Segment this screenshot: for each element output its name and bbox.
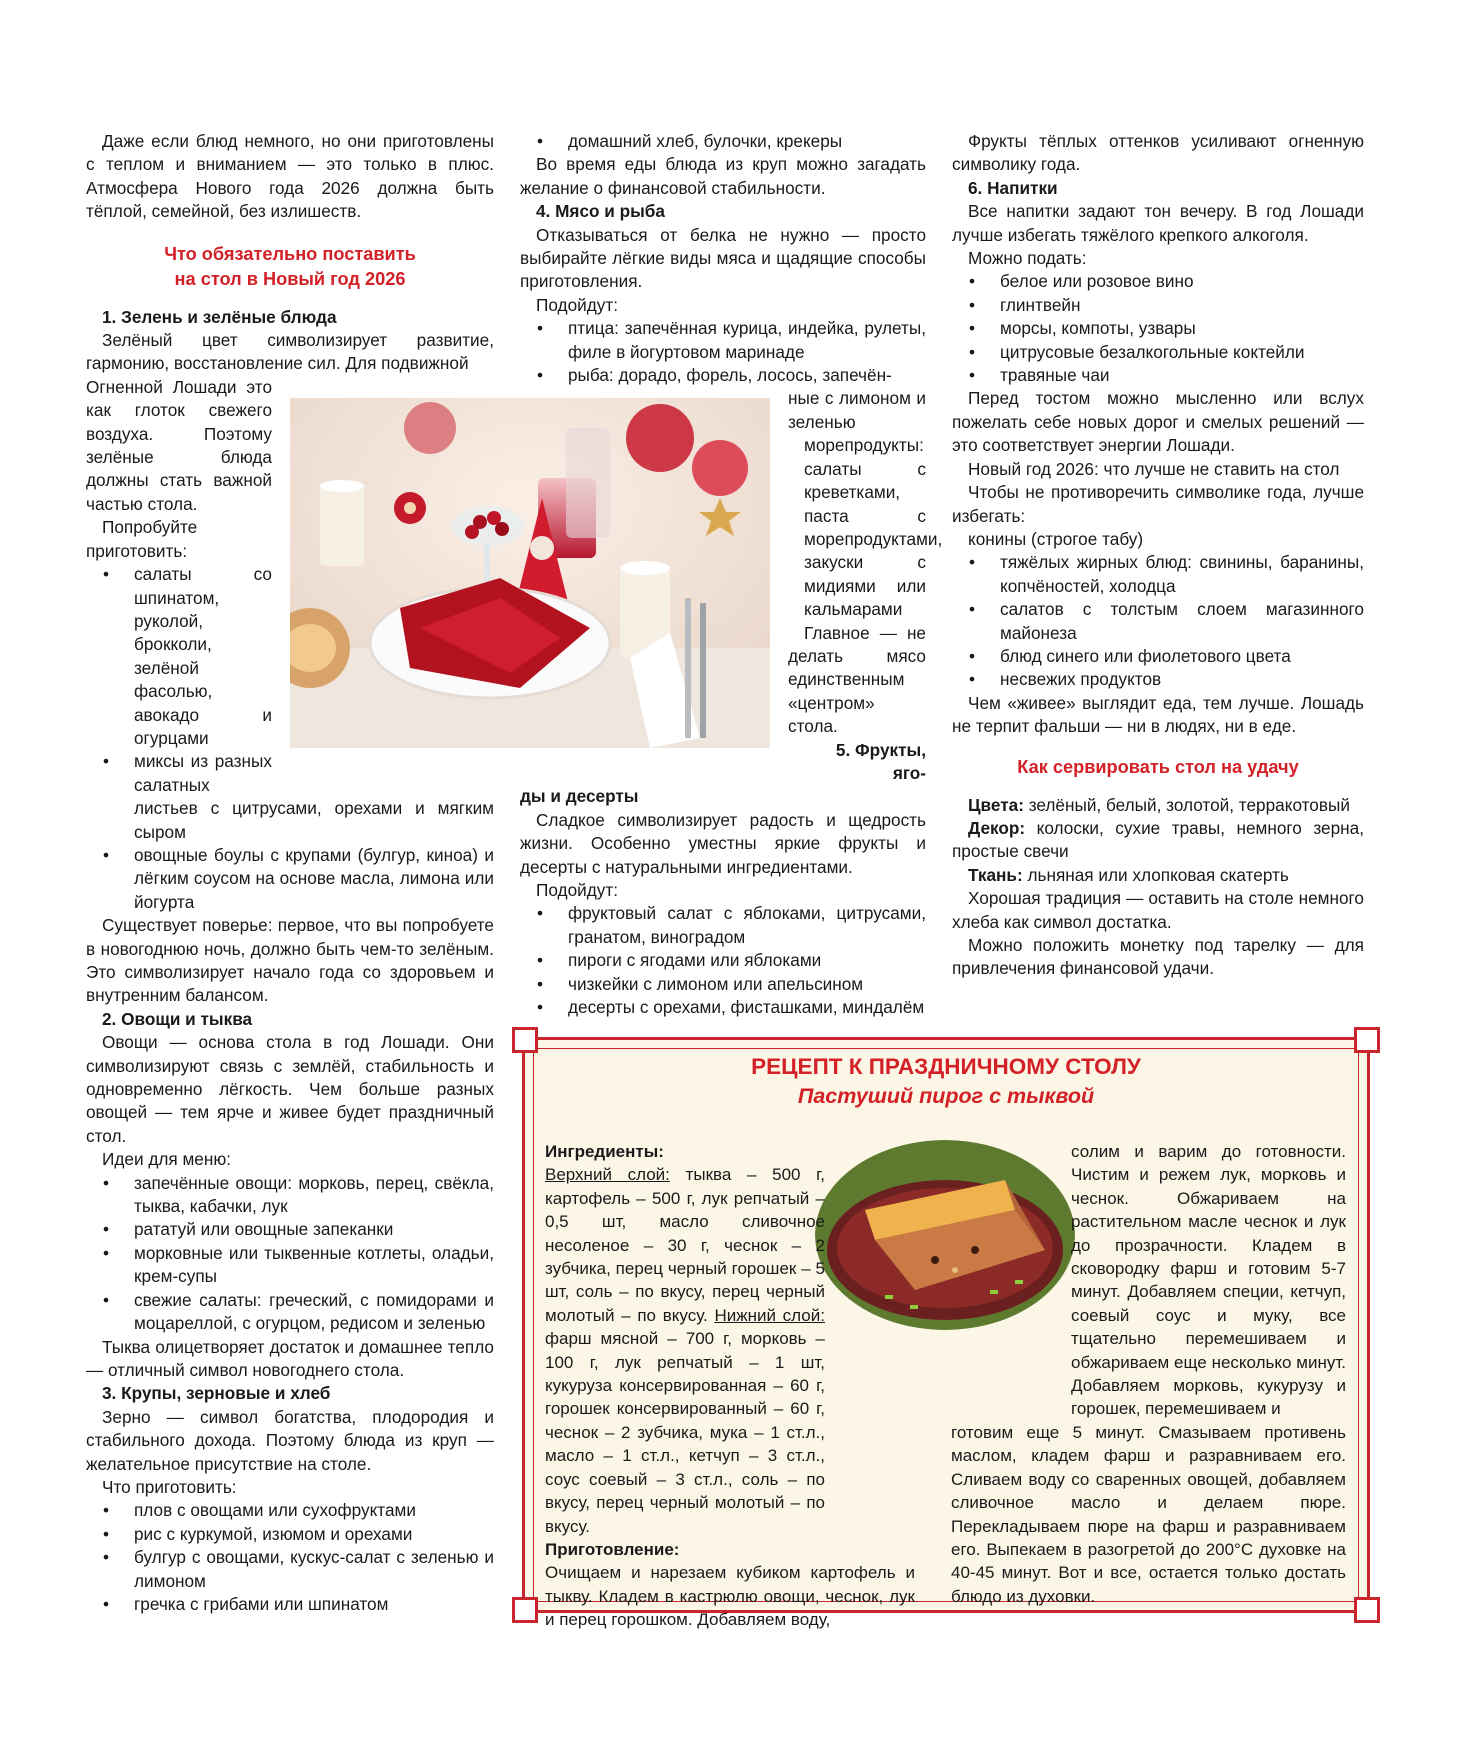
- column-3: [952, 130, 1364, 981]
- list-item: • чизкейки с лимоном или апельсином: [520, 973, 926, 996]
- list-item: • овощные боулы с крупами (булгур, киноа) и лёгким соусом на основе масла, лимона или йогурта: [86, 844, 494, 914]
- bottom-layer-text: фарш мясной – 700 г, морковь – 100 г, лук репчатый – 1 шт, кукуруза консервированная – 60 г, горошек консервированный – 60 г, чеснок – 2 зубчика, мука – 1 ст.л., масло – 1 ст.л., кетчуп – 3 ст.л., соус соевый – 3 ст.л., соль – по вкусу, перец черный молотый – по вкусу.: [545, 1329, 825, 1536]
- list: [520, 902, 926, 1019]
- subsection-title: 1. Зелень и зелёные блюда: [102, 306, 337, 327]
- top-layer-text: тыква – 500 г, картофель – 500 г, лук репчатый – 0,5 шт, масло сливочное несоленое – 30 г, чеснок – 2 зубчика, перец черный горошек – 5 шт, соль – по вкусу, перец черный молотый – по вкусу.: [545, 1165, 825, 1325]
- list-item: • салаты со шпинатом, руколой, брокколи, зелёной фасолью, авокадо и огурцами: [86, 563, 272, 750]
- list: [86, 844, 494, 914]
- paragraph: Зерно — символ богатства, плодородия и стабильного дохода. Поэтому блюда из круп — желательное присутствие на столе.: [86, 1406, 494, 1474]
- subsection-title: 3. Крупы, зерновые и хлеб: [102, 1383, 331, 1404]
- list-item: • фруктовый салат с яблоками, цитрусами, гранатом, виноградом: [520, 902, 926, 949]
- list-item: • пироги с ягодами или яблоками: [520, 949, 926, 972]
- list: [86, 1172, 494, 1336]
- paragraph: Новый год 2026: что лучше не ставить на стол: [968, 458, 1340, 479]
- bottom-layer-label: Нижний слой:: [714, 1305, 825, 1325]
- paragraph: Все напитки задают тон вечеру. В год Лошади лучше избегать тяжёлого крепкого алкоголя.: [952, 201, 1364, 245]
- list-item: • блюд синего или фиолетового цвета: [952, 645, 1364, 668]
- recipe-subtitle: Пастуший пирог с тыквой: [797, 1084, 1095, 1108]
- value: колоски, сухие травы, немного зерна, простые свечи: [952, 817, 1364, 862]
- paragraph: Можно положить монетку под тарелку — для привлечения финансовой удачи.: [952, 935, 1364, 979]
- subsection-title: 5. Фрукты, яго-: [835, 739, 926, 783]
- column-1: [86, 130, 494, 1616]
- list-item: • запечённые овощи: морковь, перец, свёкла, тыква, кабачки, лук: [86, 1172, 494, 1219]
- list-item: • булгур с овощами, кускус-салат с зеленью и лимоном: [86, 1546, 494, 1593]
- list-item: • рыба: дорадо, форель, лосось, запечён-: [520, 364, 926, 387]
- paragraph: Существует поверье: первое, что вы попробуете в новогоднюю ночь, должно быть чем-то зелёным. Это символизирует начало года со здоровьем и внутренним балансом.: [86, 915, 494, 1006]
- section-heading-serve: Как сервировать стол на удачу: [1017, 756, 1299, 777]
- list-item: морепродукты: салаты с креветками, паста с морепродуктами, закуски с мидиями или кальмарами: [804, 435, 943, 620]
- list-item-continued: листьев с цитрусами, орехами и мягким сыром: [134, 798, 494, 842]
- frame-corner: [512, 1027, 538, 1053]
- subsection-title: 4. Мясо и рыба: [536, 201, 665, 222]
- paragraph: Можно подать:: [968, 248, 1087, 269]
- recipe-box: [522, 1037, 1370, 1630]
- list-item: • рис с куркумой, изюмом и орехами: [86, 1523, 494, 1546]
- paragraph: Подойдут:: [536, 880, 618, 900]
- list-item: • салатов с толстым слоем магазинного майонеза: [952, 598, 1364, 645]
- paragraph: Хорошая традиция — оставить на столе немного хлеба как символ достатка.: [952, 888, 1364, 932]
- paragraph: Фрукты тёплых оттенков усиливают огненную символику года.: [952, 131, 1364, 175]
- paragraph: Зелёный цвет символизирует развитие, гармонию, восстановление сил. Для подвижной: [86, 330, 494, 374]
- paragraph-decor: [952, 817, 1364, 864]
- frame-corner: [1354, 1597, 1380, 1623]
- list-item: • цитрусовые безалкогольные коктейли: [952, 341, 1364, 364]
- subsection-title: 6. Напитки: [968, 177, 1058, 198]
- preparation-text: готовим еще 5 минут. Смазываем противень маслом, кладем фарш и разравниваем его. Сливаем воду со сваренных овощей, добавляем сливочное масло и делаем пюре. Перекладываем пюре на фарш и разравниваем его. Выпекаем в разогретой до 200°С духовке на 40-45 минут. Вот и все, остается только достать блюдо из духовки.: [951, 1422, 1346, 1606]
- paragraph: Овощи — основа стола в год Лошади. Они символизируют связь с землёй, стабильность и одновременно лёгкость. Чем больше разных овощей — тем ярче и живее будет праздничный стол.: [86, 1032, 494, 1146]
- column-2: [520, 130, 943, 1019]
- list-item: • плов с овощами или сухофруктами: [86, 1499, 494, 1522]
- paragraph-fabric: [952, 864, 1364, 887]
- list: [952, 270, 1364, 387]
- value: льняная или хлопковая скатерть: [1027, 864, 1289, 885]
- top-layer-label: Верхний слой:: [545, 1165, 670, 1185]
- list: [520, 317, 926, 387]
- frame-corner: [1354, 1027, 1380, 1053]
- list-item: • гречка с грибами или шпинатом: [86, 1593, 494, 1616]
- list-item: • свежие салаты: греческий, с помидорами и моцареллой, с огурцом, редисом и зеленью: [86, 1289, 494, 1336]
- paragraph: Что приготовить:: [102, 1476, 237, 1497]
- paragraph: Огненной Лошади это как глоток свежего воздуха. Поэтому зелёные блюда должны стать важной частью стола.: [86, 376, 272, 514]
- list-item: • травяные чаи: [952, 364, 1364, 387]
- list-item: • домашний хлеб, булочки, крекеры: [520, 130, 926, 153]
- recipe-right-column: [951, 1140, 1346, 1608]
- paragraph: Подойдут:: [536, 294, 618, 315]
- intro-paragraph: Даже если блюд немного, но они приготовлены с теплом и вниманием — это только в плюс. Атмосфера Нового года 2026 должна быть тёплой, семейной, без излишеств.: [86, 131, 494, 222]
- preparation-heading: [545, 1538, 915, 1561]
- paragraph: Чтобы не противоречить символике года, лучше избегать:: [952, 482, 1364, 526]
- paragraph: Во время еды блюда из круп можно загадать желание о финансовой стабильности.: [520, 154, 926, 198]
- paragraph: конины (строгое табу): [968, 528, 1144, 549]
- list-item: • десерты с орехами, фисташками, миндалём: [520, 996, 926, 1019]
- paragraph: Главное — не делать мясо единственным «центром» стола.: [788, 622, 926, 737]
- label: Приготовление:: [545, 1539, 680, 1559]
- list-item: • рататуй или овощные запеканки: [86, 1218, 494, 1241]
- paragraph: Сладкое символизирует радость и щедрость жизни. Особенно уместны яркие фрукты и десерты с натуральными ингредиентами.: [520, 809, 926, 877]
- paragraph: Попробуйте приготовить:: [86, 517, 198, 561]
- list-item: • миксы из разных салатных: [86, 750, 272, 797]
- subsection-title: 2. Овощи и тыква: [102, 1008, 253, 1029]
- recipe-left-column: [545, 1140, 915, 1632]
- list-item: • морсы, компоты, узвары: [952, 317, 1364, 340]
- heading-line: на стол в Новый год 2026: [174, 268, 406, 289]
- frame-corner: [512, 1597, 538, 1623]
- paragraph: Тыква олицетворяет достаток и домашнее тепло — отличный символ новогоднего стола.: [86, 1336, 494, 1380]
- list: [86, 563, 272, 797]
- list-item: • птица: запечённая курица, индейка, рулеты, филе в йогуртовом маринаде: [520, 317, 926, 364]
- label: Ингредиенты:: [545, 1142, 664, 1161]
- list-item: • несвежих продуктов: [952, 668, 1364, 691]
- list: [520, 130, 926, 153]
- recipe-title: РЕЦЕПТ К ПРАЗДНИЧНОМУ СТОЛУ: [751, 1054, 1141, 1079]
- list-item: • тяжёлых жирных блюд: свинины, баранины, копчёностей, холодца: [952, 551, 1364, 598]
- list-item-continued: ные с лимоном и зеленью: [788, 388, 926, 432]
- paragraph: Чем «живее» выглядит еда, тем лучше. Лошадь не терпит фальши — ни в людях, ни в еде.: [952, 692, 1364, 737]
- top-layer: [545, 1163, 825, 1538]
- list: [86, 1499, 494, 1616]
- list-item: • белое или розовое вино: [952, 270, 1364, 293]
- preparation-text: солим и варим до готовности. Чистим и режем лук, морковь и чеснок. Обжариваем на растительном масле чеснок и лук до прозрачности. Кладем в сковородку фарш и готовим 5-7 минут. Добавляем специи, кетчуп, соевый соус и муку, все тщательно перемешиваем и обжариваем еще несколько минут. Добавляем морковь, кукурузу и горошек, перемешиваем и: [1071, 1142, 1346, 1419]
- paragraph: Отказываться от белка не нужно — просто выбирайте лёгкие виды мяса и щадящие способы приготовления.: [520, 224, 926, 292]
- label: Декор:: [968, 817, 1026, 838]
- list-item: • глинтвейн: [952, 294, 1364, 317]
- value: зелёный, белый, золотой, терракотовый: [1028, 794, 1350, 815]
- paragraph-colors: [952, 794, 1364, 817]
- list: [952, 551, 1364, 691]
- section-heading-must-have: [86, 242, 494, 292]
- heading-line: Что обязательно поставить: [164, 243, 416, 264]
- preparation-text: Очищаем и нарезаем кубиком картофель и тыкву. Кладем в кастрюлю овощи, чеснок, лук и перец горошком. Добавляем воду,: [545, 1563, 915, 1630]
- list-item: • морковные или тыквенные котлеты, оладьи, крем-супы: [86, 1242, 494, 1289]
- label: Ткань:: [968, 864, 1023, 885]
- ingredients-heading: [545, 1140, 915, 1163]
- paragraph: Идеи для меню:: [102, 1149, 231, 1170]
- subsection-title-continued: ды и десерты: [520, 786, 639, 807]
- paragraph: Перед тостом можно мысленно или вслух пожелать себе новых дорог и смелых решений — это соответствует энергии Лошади.: [952, 388, 1364, 456]
- label: Цвета:: [968, 794, 1024, 815]
